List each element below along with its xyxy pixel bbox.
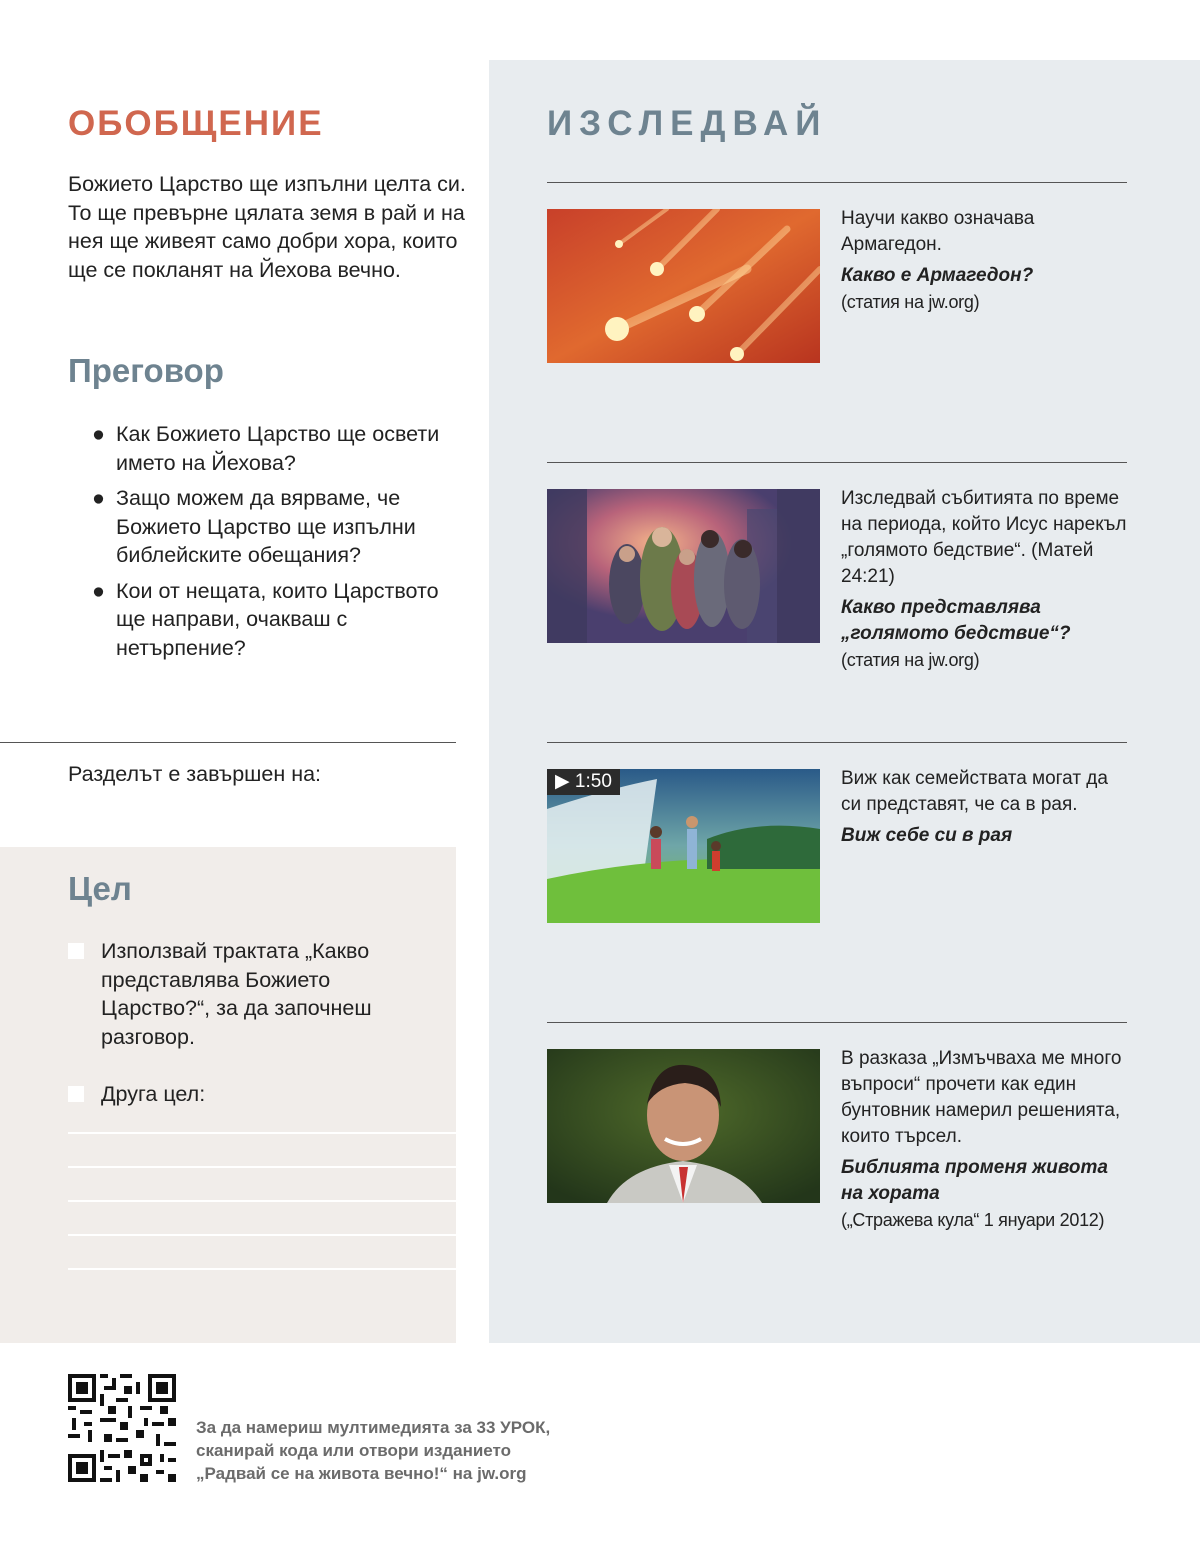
bullet-icon: ●: [92, 486, 105, 510]
explore-description: Виж как семействата могат да си представят, че са в рая.: [841, 768, 1108, 815]
review-list: [92, 420, 452, 669]
explore-link[interactable]: Какво представлява „голямото бедствие“?: [841, 597, 1071, 644]
divider: [0, 742, 456, 743]
footer-text: [196, 1416, 550, 1485]
divider: [547, 1022, 1127, 1023]
review-item-text: Как Божието Царство ще освети името на Йехова?: [116, 422, 440, 475]
write-line[interactable]: [68, 1234, 456, 1236]
meteors-image[interactable]: [547, 209, 820, 363]
explore-item: [841, 486, 1131, 673]
goal-checkbox[interactable]: [68, 943, 84, 959]
review-item: [92, 420, 452, 477]
write-line[interactable]: [68, 1166, 456, 1168]
explore-source: („Стражева кула“ 1 януари 2012): [841, 1210, 1105, 1230]
man-portrait-image[interactable]: [547, 1049, 820, 1203]
video-duration-badge[interactable]: [547, 769, 620, 795]
video-duration: 1:50: [574, 771, 612, 792]
goal-title: Цел: [68, 870, 132, 907]
bullet-icon: ●: [92, 422, 105, 446]
family-in-city-image[interactable]: [547, 489, 820, 643]
review-item-text: Кои от нещата, които Царството ще направи, очакваш с нетърпение?: [116, 578, 439, 660]
explore-description: Изследвай събитията по време на периода, който Исус нарекъл „голямото бедствие“. (Матей 24:21): [841, 488, 1127, 587]
bullet-icon: ●: [92, 578, 105, 603]
explore-link[interactable]: Виж себе си в рая: [841, 825, 1013, 846]
play-icon: ▶: [555, 771, 570, 792]
summary-text: Божието Царство ще изпълни целта си. То ще превърне цялата земя в рай и на нея ще живеят само добри хора, които ще се покланят на Йехова вечно.: [68, 172, 466, 282]
goal-item-text: Друга цел:: [101, 1082, 206, 1106]
review-item-text: Защо можем да вярваме, че Божието Царство ще изпълни библейските обещания?: [116, 486, 416, 567]
footer-line: сканирай кода или отвори изданието: [196, 1441, 512, 1460]
review-item: [92, 484, 452, 570]
footer-line: За да намериш мултимедията за 33 УРОК,: [196, 1418, 551, 1437]
explore-item: [841, 1046, 1131, 1233]
write-line[interactable]: [68, 1132, 456, 1134]
explore-title: ИЗСЛЕДВАЙ: [547, 104, 828, 143]
goal-item-other: [68, 1080, 438, 1109]
goal-item: [68, 937, 438, 1051]
goal-item-text: Използвай трактата „Какво представлява Божието Царство?“, за да започнеш разговор.: [101, 939, 372, 1049]
qr-code-icon[interactable]: [68, 1374, 176, 1482]
divider: [547, 742, 1127, 743]
write-line[interactable]: [68, 1268, 456, 1270]
explore-source: (статия на jw.org): [841, 292, 980, 312]
explore-description: Научи какво означава Армагедон.: [841, 208, 1035, 255]
explore-source: (статия на jw.org): [841, 650, 980, 670]
completed-label: Разделът е завършен на:: [68, 762, 322, 786]
footer-line: „Радвай се на живота вечно!“ на jw.org: [196, 1464, 527, 1483]
divider: [547, 182, 1127, 183]
explore-link[interactable]: Какво е Армагедон?: [841, 265, 1034, 286]
explore-link[interactable]: Библията променя живота на хората: [841, 1157, 1108, 1204]
explore-description: В разказа „Измъчваха ме много въпроси“ прочети как един бунтовник намерил решенията, които търсел.: [841, 1048, 1122, 1147]
family-in-paradise-video[interactable]: [547, 769, 820, 923]
review-title: Преговор: [68, 352, 224, 389]
review-item: [92, 577, 452, 663]
explore-item: [841, 206, 1131, 315]
divider: [547, 462, 1127, 463]
write-line[interactable]: [68, 1200, 456, 1202]
summary-title: ОБОБЩЕНИЕ: [68, 104, 324, 143]
explore-item: [841, 766, 1131, 849]
goal-checkbox[interactable]: [68, 1086, 84, 1102]
